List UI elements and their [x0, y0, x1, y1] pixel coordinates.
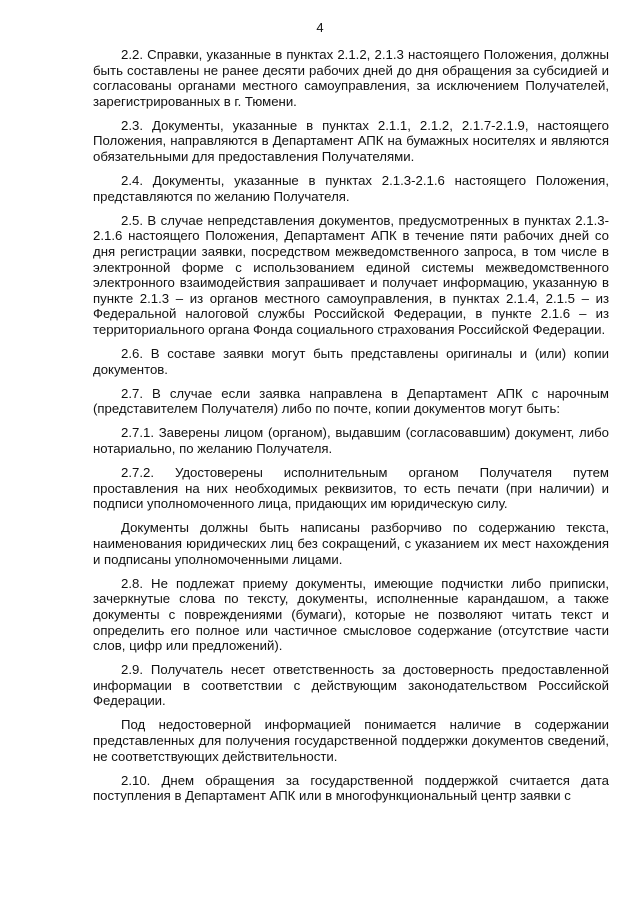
- paragraph-2-4: 2.4. Документы, указанные в пунктах 2.1.3-2.1.6 настоящего Положения, представляются по желанию Получателя.: [93, 173, 609, 204]
- page-number: 4: [316, 20, 324, 35]
- paragraph-2-10: 2.10. Днем обращения за государственной поддержкой считается дата поступления в Департамент АПК или в многофункциональный центр заявки с: [93, 772, 609, 804]
- paragraph-2-7: 2.7. В случае если заявка направлена в Департамент АПК с нарочным (представителем Получателя) либо по почте, копии документов могут быть:: [93, 385, 609, 417]
- paragraph-2-2: 2.2. Справки, указанные в пунктах 2.1.2, 2.1.3 настоящего Положения, должны быть составлены не ранее десяти рабочих дней до дня обращения за субсидией и согласованы органами местного самоуправления, за исключением Получателей, зарегистрированных в г. Тюмени.: [93, 47, 609, 109]
- paragraph-2-9: 2.9. Получатель несет ответственность за достоверность предоставленной информации в соответствии с действующим законодательством Российской Федерации.: [93, 662, 609, 709]
- paragraph-2-7-2: 2.7.2. Удостоверены исполнительным органом Получателя путем проставления на них необходимых реквизитов, то есть печати (при наличии) и подписи уполномоченного лица, придающих им юридическую силу.: [93, 465, 609, 512]
- paragraph-false-information: Под недостоверной информацией понимается наличие в содержании представленных для получения государственной поддержки документов сведений, не соответствующих действительности.: [93, 717, 609, 764]
- paragraph-2-5: 2.5. В случае непредставления документов, предусмотренных в пунктах 2.1.3-2.1.6 настоящего Положения, Департамент АПК в течение пяти рабочих дней со дня регистрации заявки, посредством межведомственного запроса, в том числе в электронной форме с использованием единой системы межведомственного электронного взаимодействия запрашивает и получает информацию, указанную в пункте 2.1.3 – из органов местного самоуправления, в пунктах 2.1.4, 2.1.5 – из Федеральной налоговой службы Российской Федерации, в пункте 2.1.6 – из территориального органа Фонда социального страхования Российской Федерации.: [93, 212, 609, 337]
- paragraph-documents-legibility: Документы должны быть написаны разборчиво по содержанию текста, наименования юридических лиц без сокращений, с указанием их мест нахождения и подписаны уполномоченными лицами.: [93, 520, 609, 567]
- paragraph-2-7-1: 2.7.1. Заверены лицом (органом), выдавшим (согласовавшим) документ, либо нотариально, по желанию Получателя.: [93, 425, 609, 457]
- paragraph-2-8: 2.8. Не подлежат приему документы, имеющие подчистки либо приписки, зачеркнутые слова по тексту, документы, исполненные карандашом, а также документы с повреждениями (бумаги), которые не позволяют читать текст и определить его полное или частичное смысловое содержание (отсутствие части слов, цифр или предложений).: [93, 575, 609, 654]
- document-body: [93, 47, 609, 812]
- paragraph-2-6: 2.6. В составе заявки могут быть представлены оригиналы и (или) копии документов.: [93, 346, 609, 377]
- paragraph-2-3: 2.3. Документы, указанные в пунктах 2.1.1, 2.1.2, 2.1.7-2.1.9, настоящего Положения, направляются в Департамент АПК на бумажных носителях и являются обязательными для предоставления Получателями.: [93, 117, 609, 165]
